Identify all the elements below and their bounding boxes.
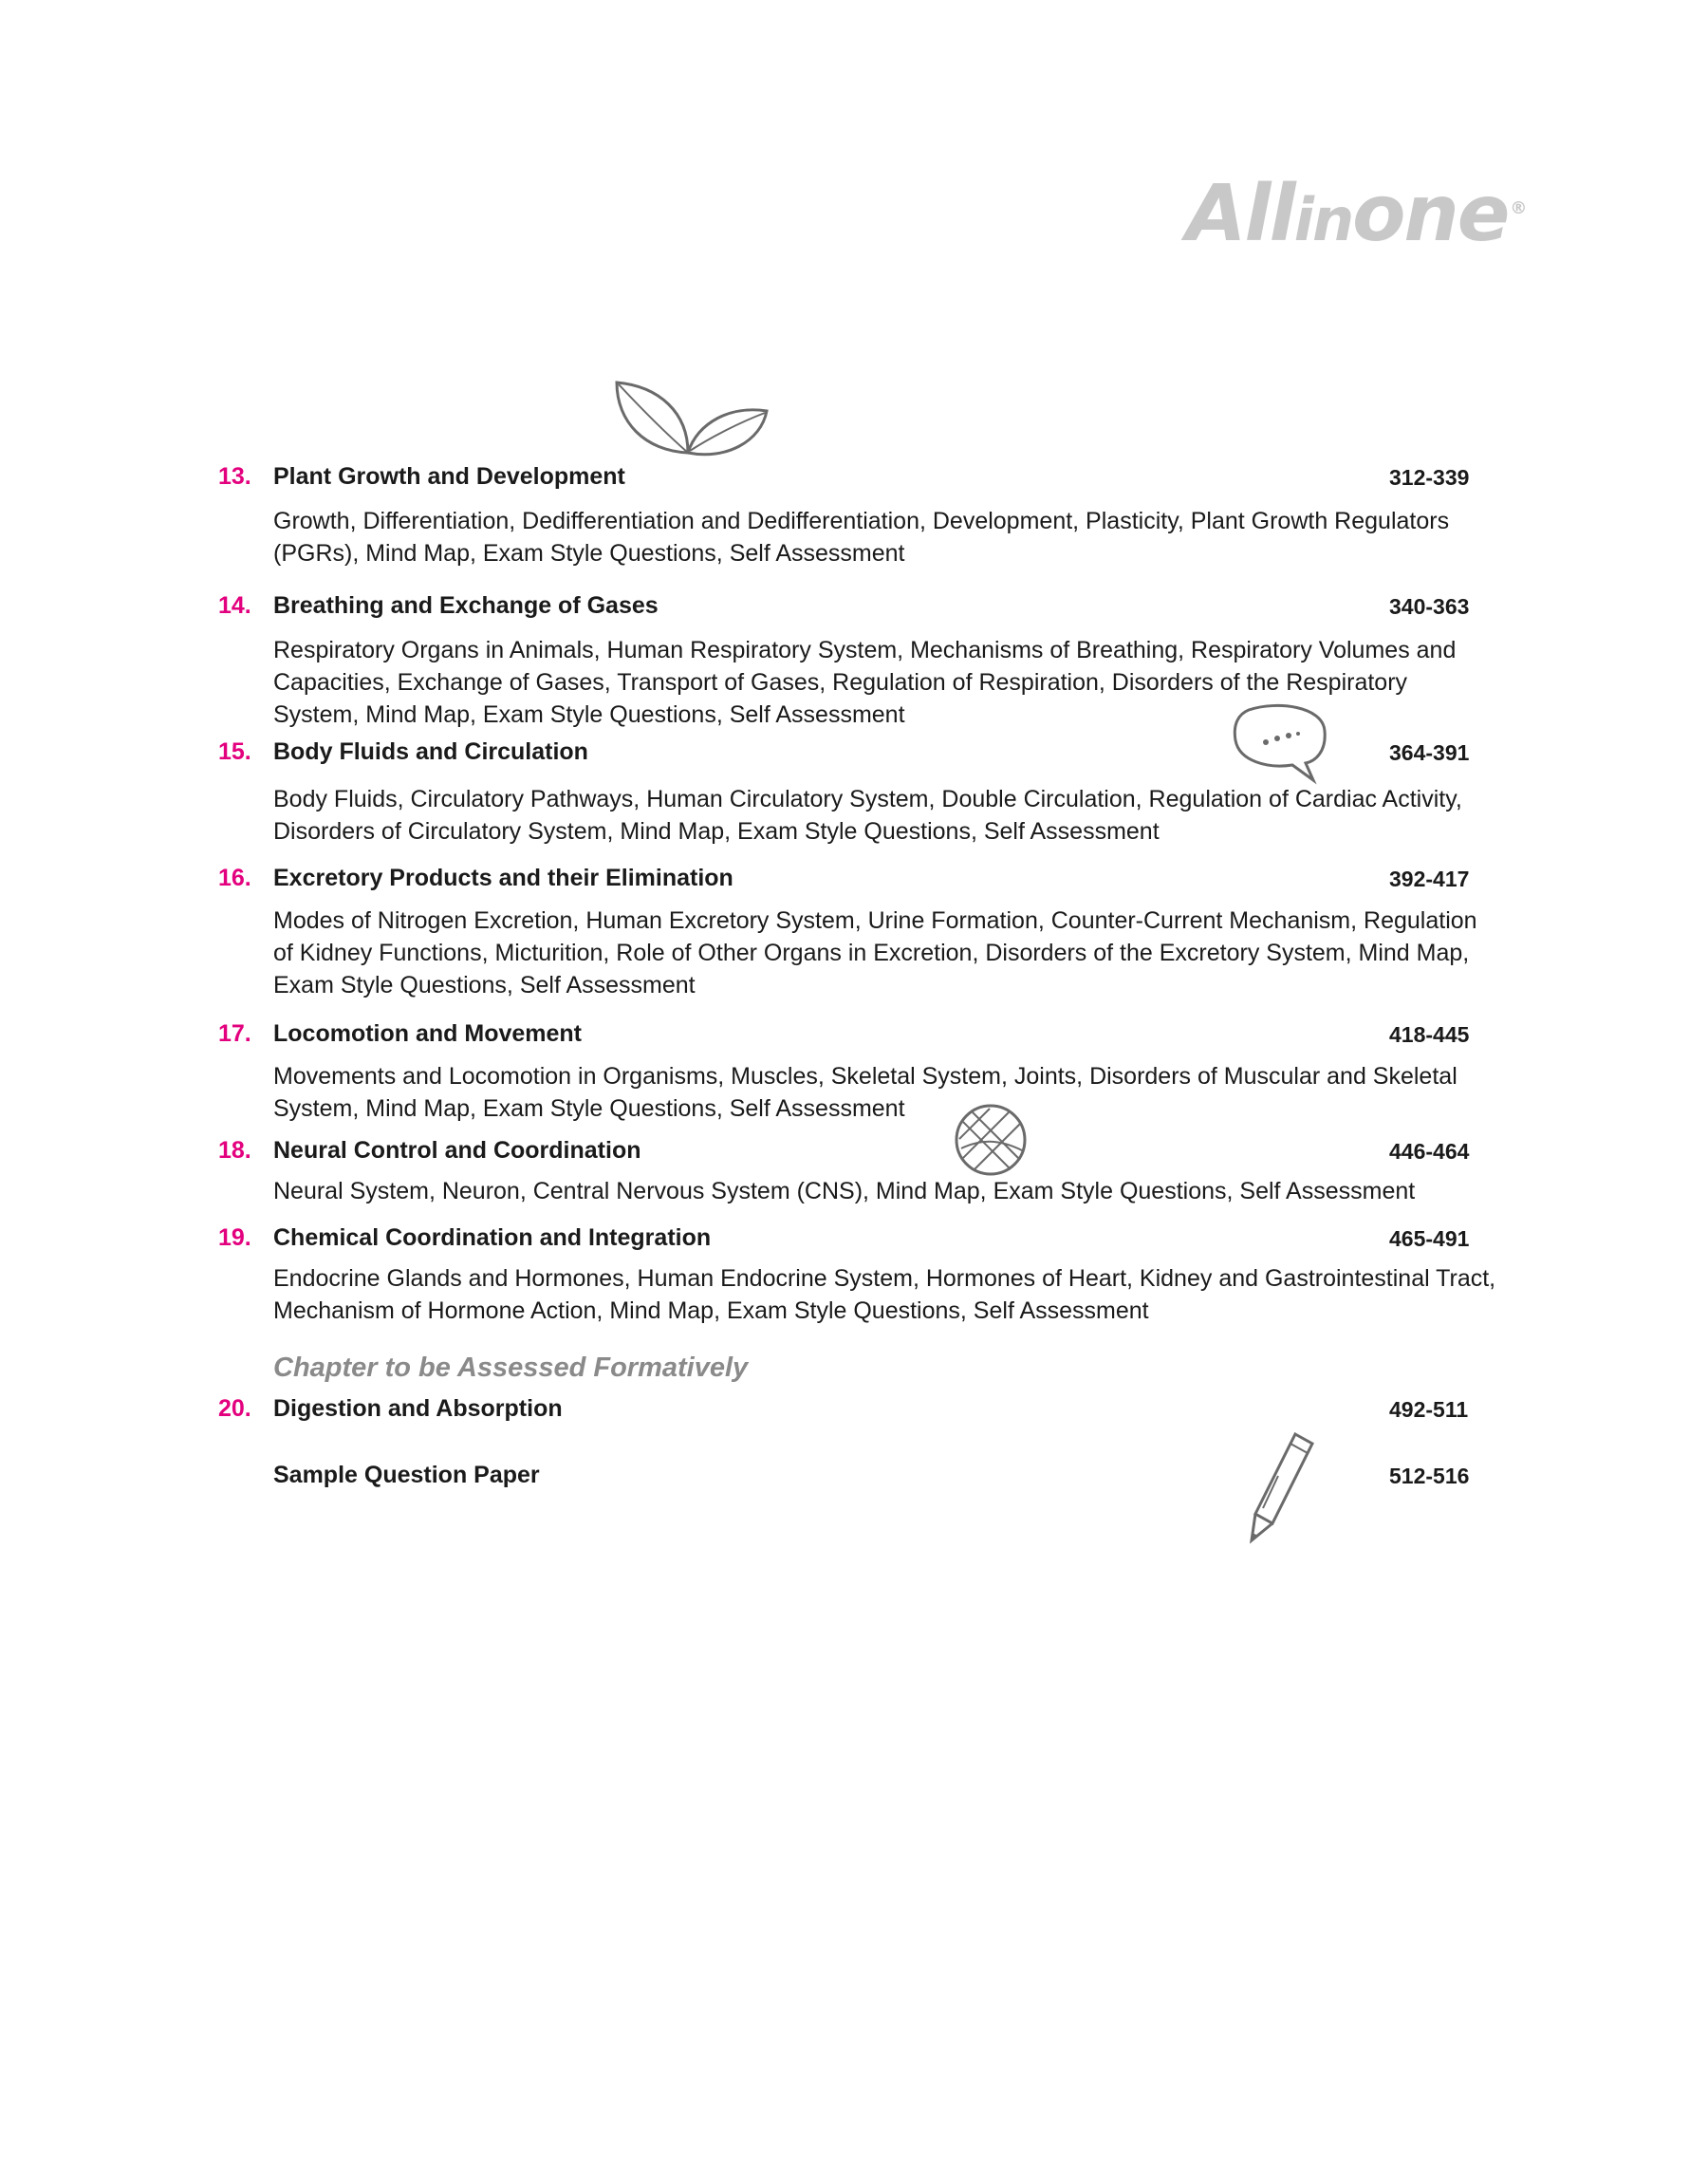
chapter-number: 14.	[218, 592, 251, 619]
chapter-title[interactable]: Digestion and Absorption	[273, 1395, 563, 1422]
chapter-topics: Modes of Nitrogen Excretion, Human Excretory System, Urine Formation, Counter-Current Mechanism, Regulation of Kidney Functions, Micturition, Role of Other Organs in Excretion, Disorders of the Excretory System, Mind Map, Exam Style Questions, Self Assessment	[273, 907, 1477, 998]
chapter-pages: 418-445	[1389, 1022, 1470, 1047]
chapter-pages: 465-491	[1389, 1226, 1470, 1251]
chapter-pages: 364-391	[1389, 740, 1470, 765]
chapter-number: 13.	[218, 463, 251, 490]
chapter-title[interactable]: Locomotion and Movement	[273, 1020, 582, 1047]
logo-registered-mark: ®	[1510, 197, 1526, 218]
logo-text-one: one	[1352, 169, 1509, 259]
chapter-pages: 312-339	[1389, 465, 1470, 490]
chapter-topics: Growth, Differentiation, Dedifferentiation and Dedifferentiation, Development, Plasticity, Plant Growth Regulators (PGRs), Mind Map, Exam Style Questions, Self Assessment	[273, 508, 1450, 567]
chapter-number: 15.	[218, 738, 251, 765]
pencil-icon	[1238, 1428, 1324, 1547]
chapter-topics: Movements and Locomotion in Organisms, Muscles, Skeletal System, Joints, Disorders of Muscular and Skeletal System, Mind Map, Exam Style Questions, Self Assessment	[273, 1063, 1457, 1122]
chapter-title[interactable]: Excretory Products and their Elimination	[273, 865, 733, 891]
chapter-pages: 492-511	[1389, 1397, 1469, 1422]
sample-paper-pages: 512-516	[1389, 1464, 1470, 1488]
chapter-topics: Body Fluids, Circulatory Pathways, Human Circulatory System, Double Circulation, Regulation of Cardiac Activity, Disorders of Circulatory System, Mind Map, Exam Style Questions, Self Assessment	[273, 786, 1462, 845]
chapter-topics: Respiratory Organs in Animals, Human Respiratory System, Mechanisms of Breathing, Respiratory Volumes and Capacities, Exchange of Gases, Transport of Gases, Regulation of Respiration, Disorders of the Respiratory System, Mind Map, Exam Style Questions, Self Assessment	[273, 637, 1457, 728]
chapter-topics: Neural System, Neuron, Central Nervous System (CNS), Mind Map, Exam Style Questions, Self Assessment	[273, 1178, 1416, 1204]
brand-logo	[1186, 169, 1526, 259]
chapter-title[interactable]: Chemical Coordination and Integration	[273, 1224, 712, 1251]
chapter-title[interactable]: Body Fluids and Circulation	[273, 738, 588, 765]
chapter-title[interactable]: Plant Growth and Development	[273, 463, 625, 490]
chapter-number: 16.	[218, 865, 251, 891]
leaves-icon	[607, 375, 778, 470]
chapter-pages: 340-363	[1389, 594, 1470, 619]
logo-text-all: All	[1186, 169, 1294, 259]
chapter-title[interactable]: Breathing and Exchange of Gases	[273, 592, 659, 619]
logo-text-in: in	[1293, 185, 1353, 254]
chapter-number: 20.	[218, 1395, 251, 1422]
chapter-pages: 392-417	[1389, 867, 1470, 891]
chapter-number: 17.	[218, 1020, 251, 1047]
chapter-number: 19.	[218, 1224, 251, 1251]
chapter-number: 18.	[218, 1137, 251, 1164]
chapter-title[interactable]: Neural Control and Coordination	[273, 1137, 641, 1164]
chapter-topics: Endocrine Glands and Hormones, Human Endocrine System, Hormones of Heart, Kidney and Gastrointestinal Tract, Mechanism of Hormone Action, Mind Map, Exam Style Questions, Self Assessment	[273, 1265, 1496, 1324]
chapter-pages: 446-464	[1389, 1139, 1470, 1164]
sample-paper-title[interactable]: Sample Question Paper	[273, 1462, 540, 1488]
formative-assessment-heading: Chapter to be Assessed Formatively	[273, 1353, 749, 1383]
